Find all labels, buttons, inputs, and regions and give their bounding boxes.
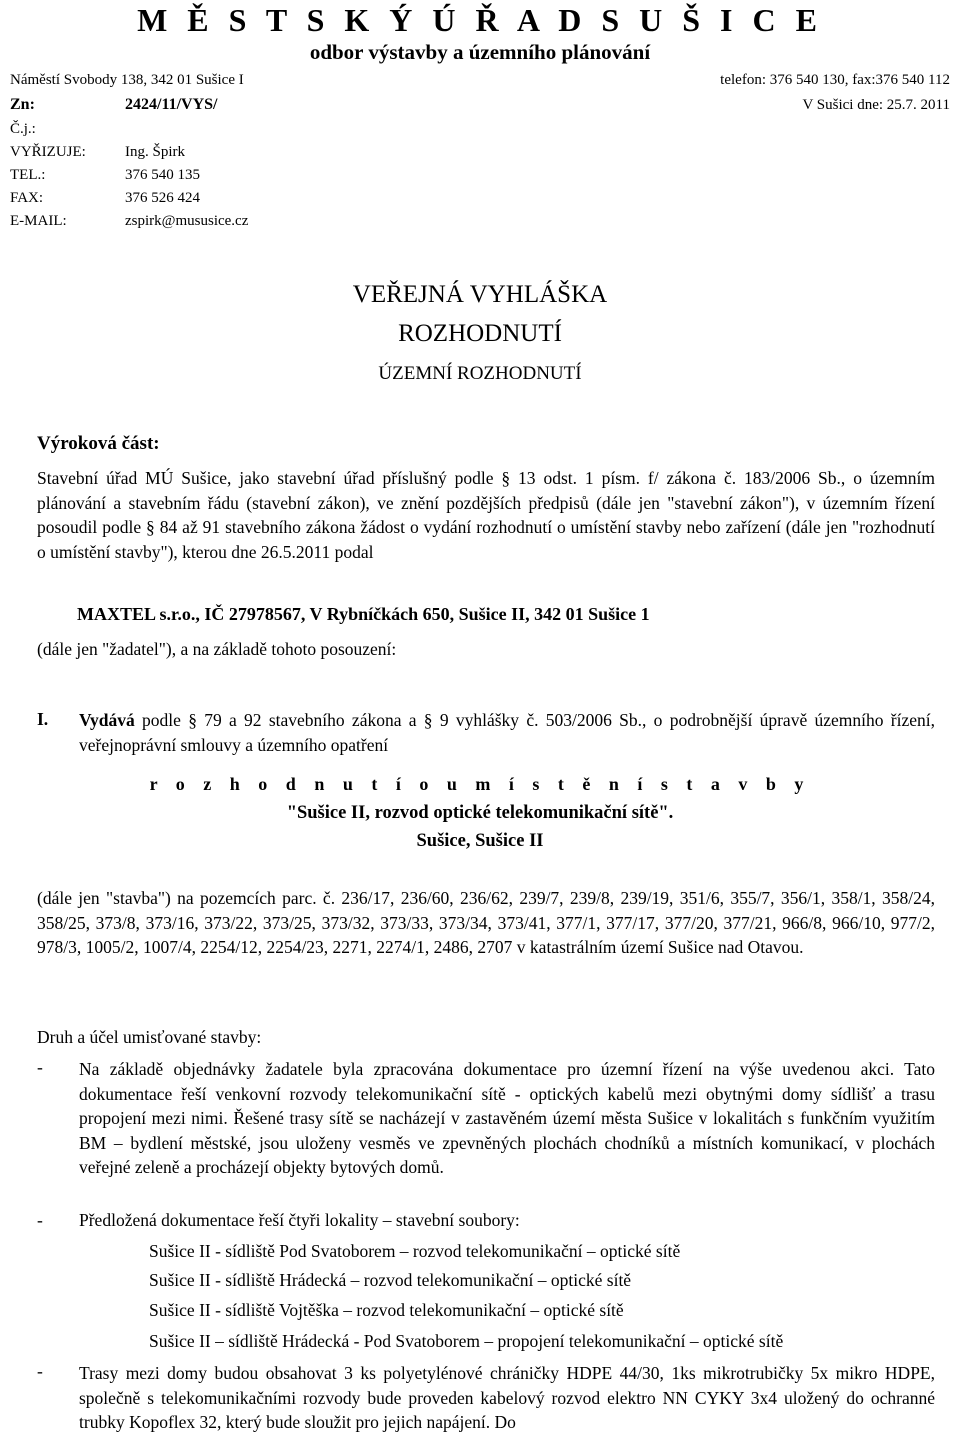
project-place: Sušice, Sušice II [416, 831, 544, 851]
vyrizuje-label: VYŘIZUJE: [10, 144, 86, 160]
purpose-bullet-1: Na základě objednávky žadatele byla zpracována dokumentace pro územní řízení na výše uvedenou akci. Tato dokumentace řeší venkovní rozvody telekomunikační sítě - optických kabelů mezi obytnými domy sídlišť a trasu propojení mezi nimi. Řešené trasy sítě se nacházejí v zastavěném území města Sušice v lokalitách s funkčním využitím BM – bydlení městské, jsou uloženy vesměs ve zpevněných plochách chodníků a místních komunikací, v plochách veřejné zeleně a procházejí objekty bytových domů. [79, 1059, 935, 1177]
issue-date: V Sušici dne: 25.7. 2011 [802, 97, 950, 113]
decision-type: ÚZEMNÍ ROZHODNUTÍ [378, 363, 582, 384]
office-address: Náměstí Svobody 138, 342 01 Sušice I [10, 72, 244, 88]
parcels-text: (dále jen "stavba") na pozemcích parc. č. 236/17, 236/60, 236/62, 239/7, 239/8, 239/19, 351/6, 355/7, 356/1, 358/1, 358/24, 358/25, 373/8, 373/16, 373/22, 373/25, 373/32, 373/33, 373/34, 373/41, 377/1, 377/17, 377/20, 377/21, 966/8, 966/10, 977/2, 978/3, 1005/2, 1007/4, 2254/12, 2254/23, 2271, 2274/1, 2486, 2707 v katastrálním území Sušice nad Otavou. [37, 888, 935, 957]
point-number: I. [37, 709, 49, 729]
decision-title: ROZHODNUTÍ [398, 320, 562, 347]
point-text [79, 708, 935, 757]
vyrizuje-value: Ing. Špirk [125, 144, 185, 160]
zn-value: 2424/11/VYS/ [125, 96, 218, 113]
office-contact: telefon: 376 540 130, fax:376 540 112 [720, 72, 950, 88]
lot-item: Sušice II – sídliště Hrádecká - Pod Svatoborem – propojení telekomunikační – optické sítě [149, 1331, 784, 1351]
email-label: E-MAIL: [10, 213, 67, 229]
lot-item: Sušice II - sídliště Pod Svatoborem – rozvod telekomunikační – optické sítě [149, 1241, 681, 1261]
tel-label: TEL.: [10, 167, 46, 183]
department-name: odbor výstavby a územního plánování [309, 40, 651, 64]
bullet-dash: - [37, 1057, 43, 1077]
notice-title: VEŘEJNÁ VYHLÁŠKA [352, 281, 608, 308]
office-title: M Ě S T S K Ý Ú Ř A D S U Š I C E [137, 2, 823, 38]
fax-label: FAX: [10, 190, 44, 206]
applicant-note: (dále jen "žadatel"), a na základě tohoto posouzení: [37, 639, 397, 659]
tel-value: 376 540 135 [125, 167, 200, 183]
lot-item: Sušice II - sídliště Hrádecká – rozvod telekomunikační – optické sítě [149, 1270, 632, 1290]
purpose-heading: Druh a účel umisťované stavby: [37, 1027, 262, 1047]
purpose-bullet-2: Předložená dokumentace řeší čtyři lokality – stavební soubory: [79, 1210, 520, 1230]
cj-label: Č.j.: [10, 121, 36, 137]
decision-spaced-title: r o z h o d n u t í o u m í s t ě n í s t a v b y [149, 774, 811, 794]
point-body: podle § 79 a 92 stavebního zákona a § 9 vyhlášky č. 503/2006 Sb., o podrobnější úpravě územního řízení, veřejnoprávní smlouvy a územního opatření [79, 710, 935, 755]
lot-item: Sušice II - sídliště Vojtěška – rozvod telekomunikační – optické sítě [149, 1300, 624, 1320]
bullet-dash: - [37, 1210, 43, 1230]
purpose-bullet-3: Trasy mezi domy budou obsahovat 3 ks polyetylénové chráničky HDPE 44/30, 1ks mikrotrubičky 5x mikro HDPE, společně s telekomunikačními rozvody bude proveden kabelový rozvod elektro NN CYKY 3x4 uložený do ochranné trubky Kopoflex 32, který bude sloužit pro jejich napájení. Do [79, 1363, 935, 1432]
verdict-intro: Stavební úřad MÚ Sušice, jako stavební úřad příslušný podle § 13 odst. 1 písm. f/ zákona č. 183/2006 Sb., o územním plánování a stavebním řádu (stavební zákon), ve znění pozdějších předpisů (dále jen "stavební zákon"), v územním řízení posoudil podle § 84 až 91 stavebního zákona žádost o vydání rozhodnutí o umístění stavby nebo zařízení (dále jen "rozhodnutí o umístění stavby"), kterou dne 26.5.2011 podal [37, 468, 935, 562]
email-value[interactable]: zspirk@mususice.cz [125, 213, 249, 229]
applicant: MAXTEL s.r.o., IČ 27978567, V Rybníčkách 650, Sušice II, 342 01 Sušice 1 [77, 604, 650, 624]
zn-label: Zn: [10, 96, 35, 113]
bullet-dash: - [37, 1361, 43, 1381]
verdict-heading: Výroková část: [37, 433, 160, 454]
fax-value: 376 526 424 [125, 190, 200, 206]
project-name: "Sušice II, rozvod optické telekomunikační sítě". [286, 803, 674, 823]
point-verb: Vydává [79, 710, 135, 730]
